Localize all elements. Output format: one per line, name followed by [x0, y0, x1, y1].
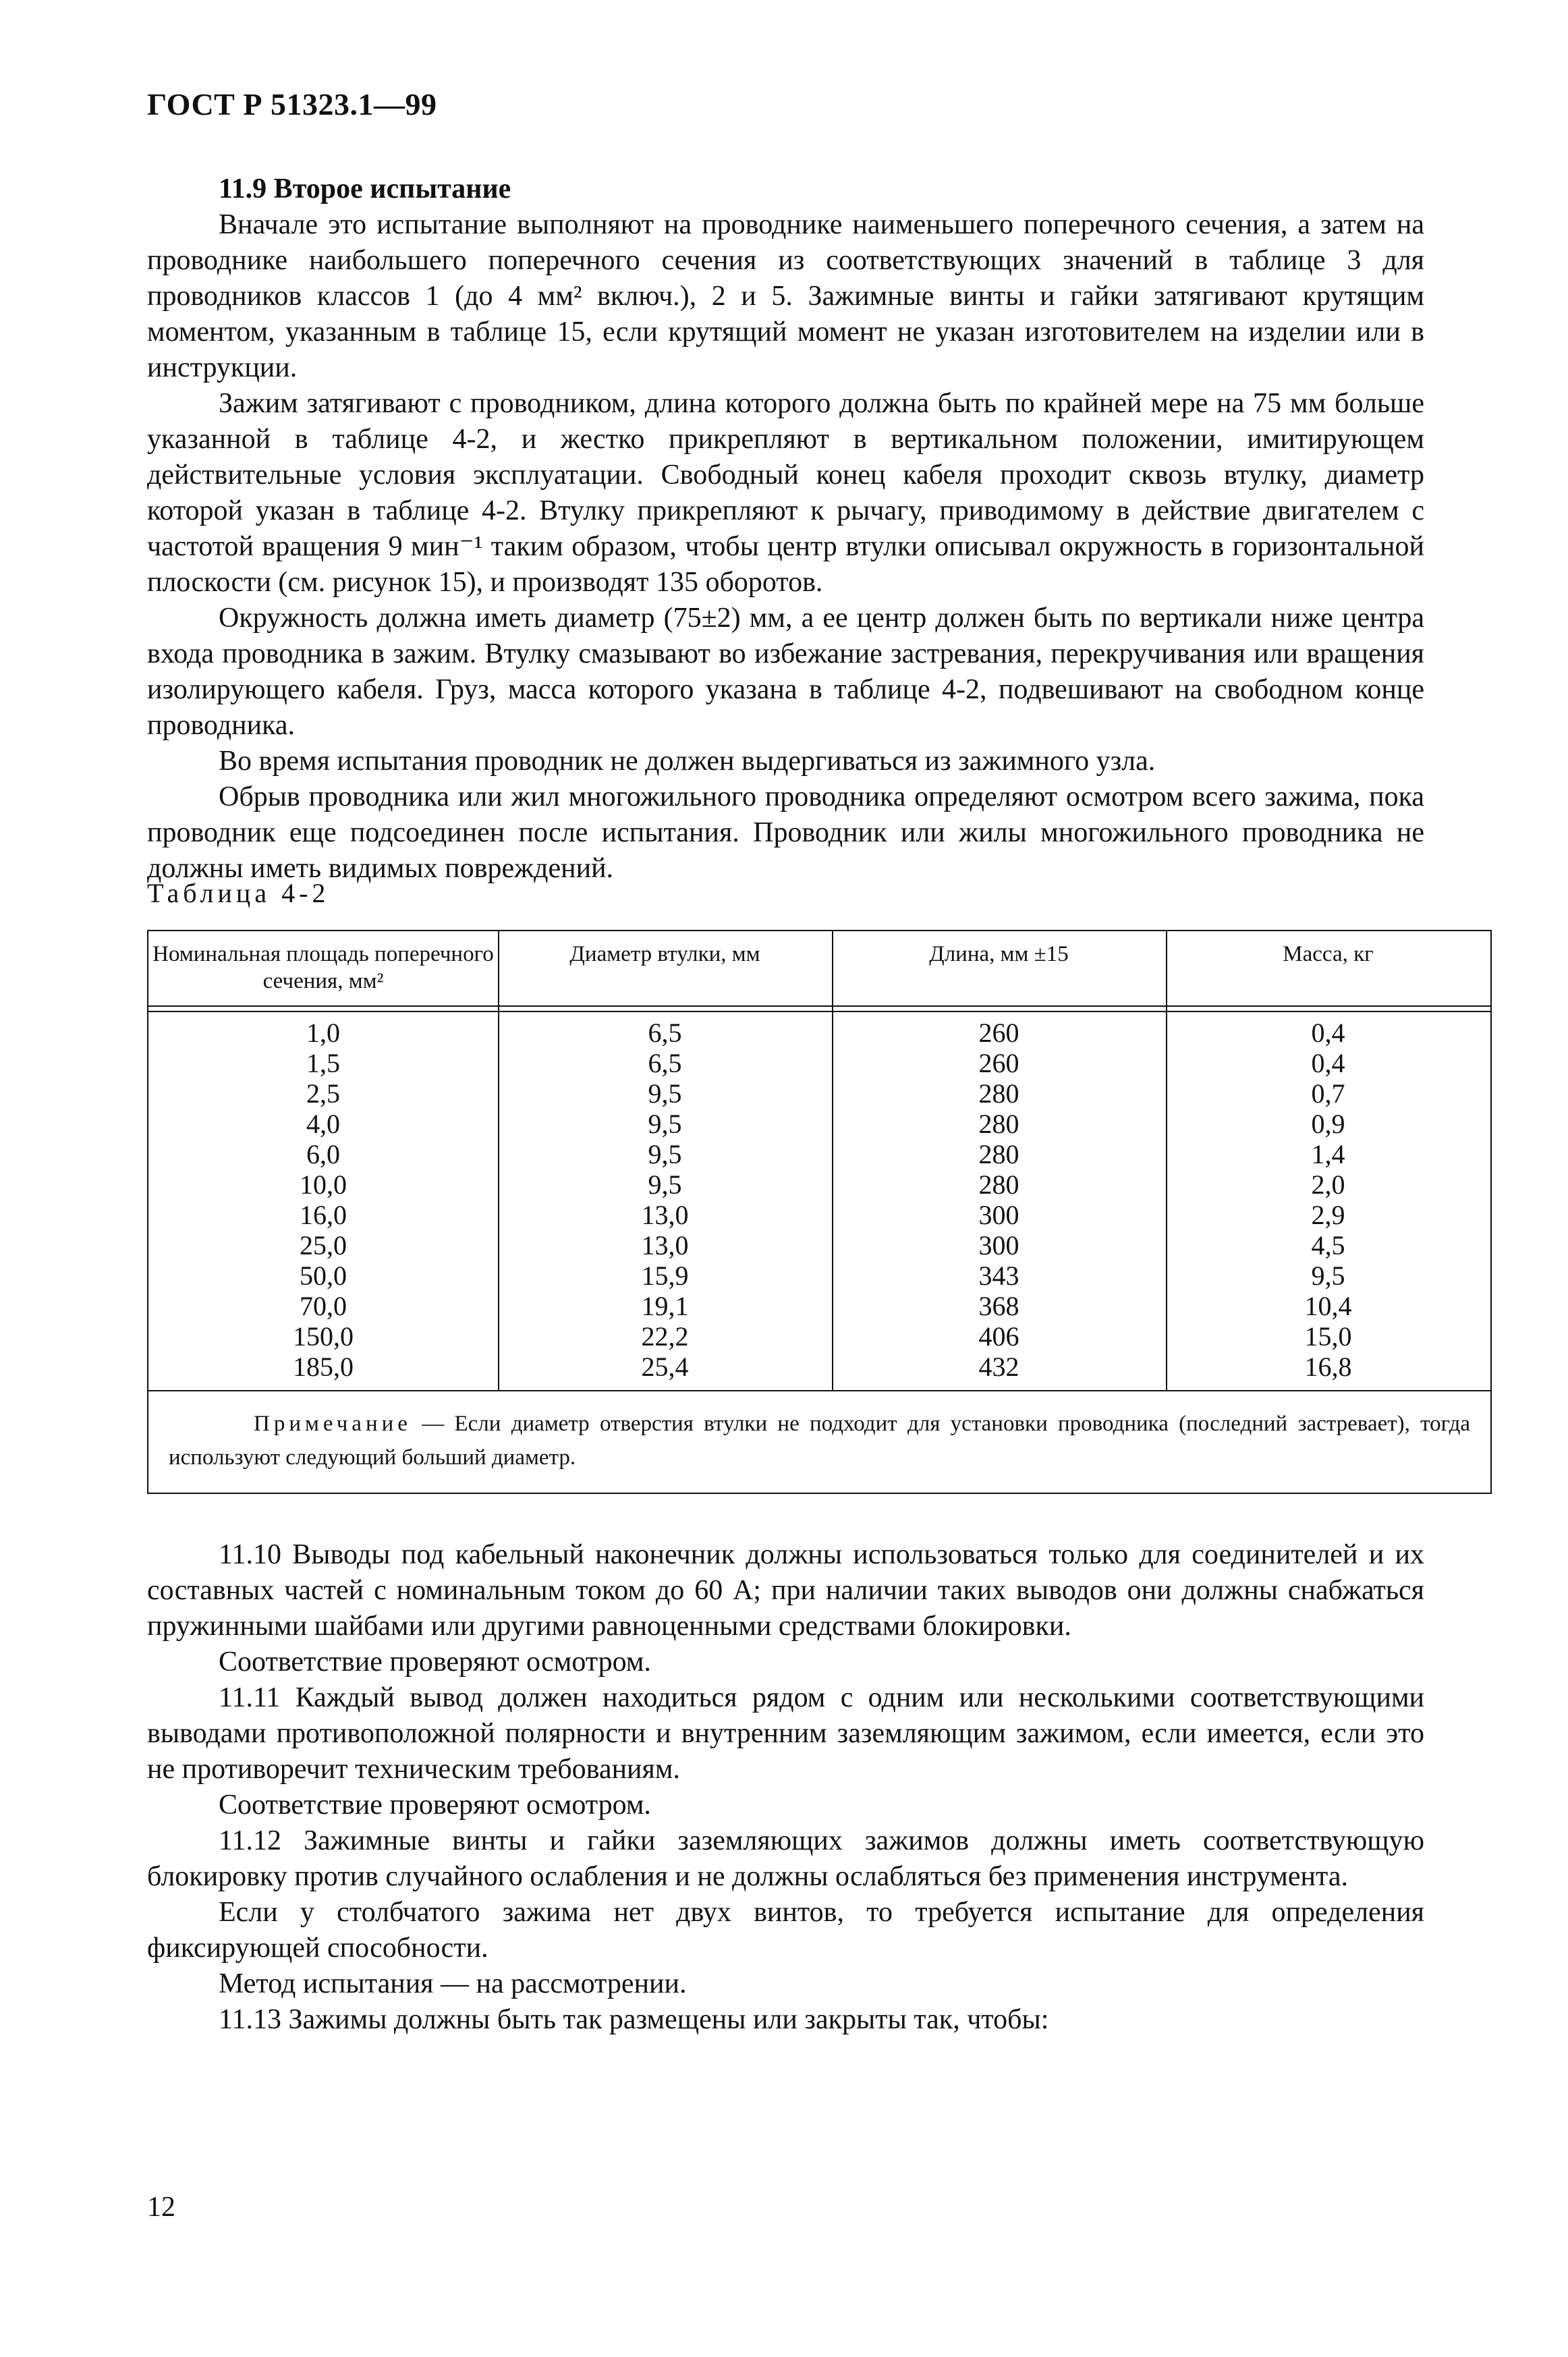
paragraph: Вначале это испытание выполняют на проводнике наименьшего поперечного сечения, а затем на проводнике наибольшего поперечного сечения из соответствующих значений в таблице 3 для проводников классов 1 (до 4 мм² включ.), 2 и 5. Зажимные винты и гайки затягивают крутящим моментом, указанным в таблице 15, если крутящий момент не указан изготовителем на изделии или в инструкции. [147, 209, 1424, 383]
table-cell: 300 [978, 1200, 1019, 1230]
table-cell: 260 [978, 1018, 1019, 1048]
page-number: 12 [147, 2192, 175, 2223]
table-cell: 280 [978, 1169, 1019, 1200]
table-cell: 9,5 [1311, 1260, 1345, 1291]
note-rule [148, 1390, 1490, 1391]
table-cell: 6,5 [648, 1048, 682, 1078]
table-cell: 25,0 [300, 1230, 347, 1260]
column-area [148, 1018, 498, 1382]
column-mass [1166, 1018, 1490, 1382]
paragraph: 11.11 Каждый вывод должен находиться рядом с одним или несколькими соответствующими выводами противоположной полярности и внутренним заземляющим зажимом, если имеется, если это не противоречит техническим требованиям. [147, 1682, 1424, 1785]
table-cell: 0,4 [1311, 1018, 1345, 1048]
table-cell: 280 [978, 1078, 1019, 1109]
table-cell: 10,4 [1304, 1291, 1352, 1321]
table-cell: 150,0 [293, 1321, 354, 1352]
paragraph: Метод испытания — на рассмотрении. [219, 1968, 687, 1999]
table-cell: 13,0 [641, 1230, 689, 1260]
table-cell: 15,0 [1304, 1321, 1352, 1352]
paragraph: Обрыв проводника или жил многожильного проводника определяют осмотром всего зажима, пока проводник еще подсоединен после испытания. Проводник или жилы многожильного проводника не должны иметь видимых повреждений. [147, 781, 1424, 884]
table-cell: 280 [978, 1139, 1019, 1169]
data-table [147, 930, 1492, 1494]
note-label: Примечание [254, 1412, 412, 1436]
table-cell: 50,0 [300, 1260, 347, 1291]
section-11-9 [147, 171, 1424, 887]
table-caption: Таблица 4-2 [147, 878, 330, 908]
sections-11-10-to-11-13 [147, 1537, 1424, 2038]
header-rule [148, 1011, 1490, 1012]
paragraph: 11.13 Зажимы должны быть так размещены или закрыты так, чтобы: [219, 2004, 1049, 2035]
table-header-area: Номинальная площадь поперечного сечения, мм² [152, 942, 494, 993]
table-cell: 1,0 [306, 1018, 340, 1048]
table-cell: 70,0 [300, 1291, 347, 1321]
note-text: — Если диаметр отверстия втулки не подходит для установки проводника (последний застревает), тогда используют следующий больший диаметр. [169, 1412, 1471, 1470]
column-length [832, 1018, 1166, 1382]
table-cell: 260 [978, 1048, 1019, 1078]
table-cell: 0,9 [1311, 1109, 1345, 1139]
paragraph: Во время испытания проводник не должен выдергиваться из зажимного узла. [219, 746, 1156, 777]
table-cell: 1,5 [306, 1048, 340, 1078]
table-cell: 0,7 [1311, 1078, 1345, 1109]
table-cell: 2,0 [1311, 1169, 1345, 1200]
table-cell: 6,0 [306, 1139, 340, 1169]
table-header-diameter: Диаметр втулки, мм [569, 942, 760, 966]
table-cell: 406 [978, 1321, 1019, 1352]
table-header-mass: Масса, кг [1283, 942, 1374, 966]
table-cell: 300 [978, 1230, 1019, 1260]
table-header-length: Длина, мм ±15 [929, 942, 1069, 966]
paragraph: Окружность должна иметь диаметр (75±2) мм, а ее центр должен быть по вертикали ниже центра входа проводника в зажим. Втулку смазывают во избежание застревания, перекручивания или вращения изолирующего кабеля. Груз, масса которого указана в таблице 4-2, подвешивают на свободном конце проводника. [147, 603, 1424, 741]
table-cell: 9,5 [648, 1109, 682, 1139]
table-cell: 185,0 [293, 1352, 354, 1382]
table-cell: 2,9 [1311, 1200, 1345, 1230]
table-cell: 432 [978, 1352, 1019, 1382]
section-heading: 11.9 Второе испытание [219, 173, 511, 204]
table-cell: 368 [978, 1291, 1019, 1321]
table-cell: 16,0 [300, 1200, 347, 1230]
paragraph: Соответствие проверяют осмотром. [219, 1790, 651, 1821]
table-cell: 15,9 [641, 1260, 689, 1291]
table-cell: 343 [978, 1260, 1019, 1291]
table-cell: 9,5 [648, 1078, 682, 1109]
paragraph: Соответствие проверяют осмотром. [219, 1646, 651, 1677]
header-rule [148, 1005, 1490, 1007]
paragraph: Зажим затягивают с проводником, длина которого должна быть по крайней мере на 75 мм больше указанной в таблице 4-2, и жестко прикрепляют в вертикальном положении, имитирующем действительные условия эксплуатации. Свободный конец кабеля проходит сквозь втулку, диаметр которой указан в таблице 4-2. Втулку прикрепляют к рычагу, приводимому в действие двигателем с частотой вращения 9 мин⁻¹ таким образом, чтобы центр втулки описывал окружность в горизонтальной плоскости (см. рисунок 15), и производят 135 оборотов. [147, 388, 1424, 598]
table-cell: 19,1 [641, 1291, 689, 1321]
paragraph: 11.12 Зажимные винты и гайки заземляющих зажимов должны иметь соответствующую блокировку против случайного ослабления и не должны ослабляться без применения инструмента. [147, 1825, 1424, 1892]
table-cell: 10,0 [300, 1169, 347, 1200]
table-cell: 2,5 [306, 1078, 340, 1109]
column-diameter [498, 1018, 832, 1382]
table-cell: 9,5 [648, 1169, 682, 1200]
table-cell: 4,5 [1311, 1230, 1345, 1260]
table-cell: 22,2 [641, 1321, 689, 1352]
table-cell: 280 [978, 1109, 1019, 1139]
paragraph: Если у столбчатого зажима нет двух винтов, то требуется испытание для определения фиксирующей способности. [147, 1897, 1424, 1964]
table-cell: 0,4 [1311, 1048, 1345, 1078]
document-header: ГОСТ Р 51323.1—99 [147, 87, 437, 121]
table-cell: 13,0 [641, 1200, 689, 1230]
table-cell: 6,5 [648, 1018, 682, 1048]
table-cell: 25,4 [641, 1352, 689, 1382]
table-note [169, 1407, 1470, 1474]
table-cell: 9,5 [648, 1139, 682, 1169]
paragraph: 11.10 Выводы под кабельный наконечник должны использоваться только для соединителей и их составных частей с номинальным током до 60 А; при наличии таких выводов они должны снабжаться пружинными шайбами или другими равноценными средствами блокировки. [147, 1539, 1424, 1642]
table-cell: 1,4 [1311, 1139, 1345, 1169]
table-cell: 4,0 [306, 1109, 340, 1139]
table-cell: 16,8 [1304, 1352, 1352, 1382]
